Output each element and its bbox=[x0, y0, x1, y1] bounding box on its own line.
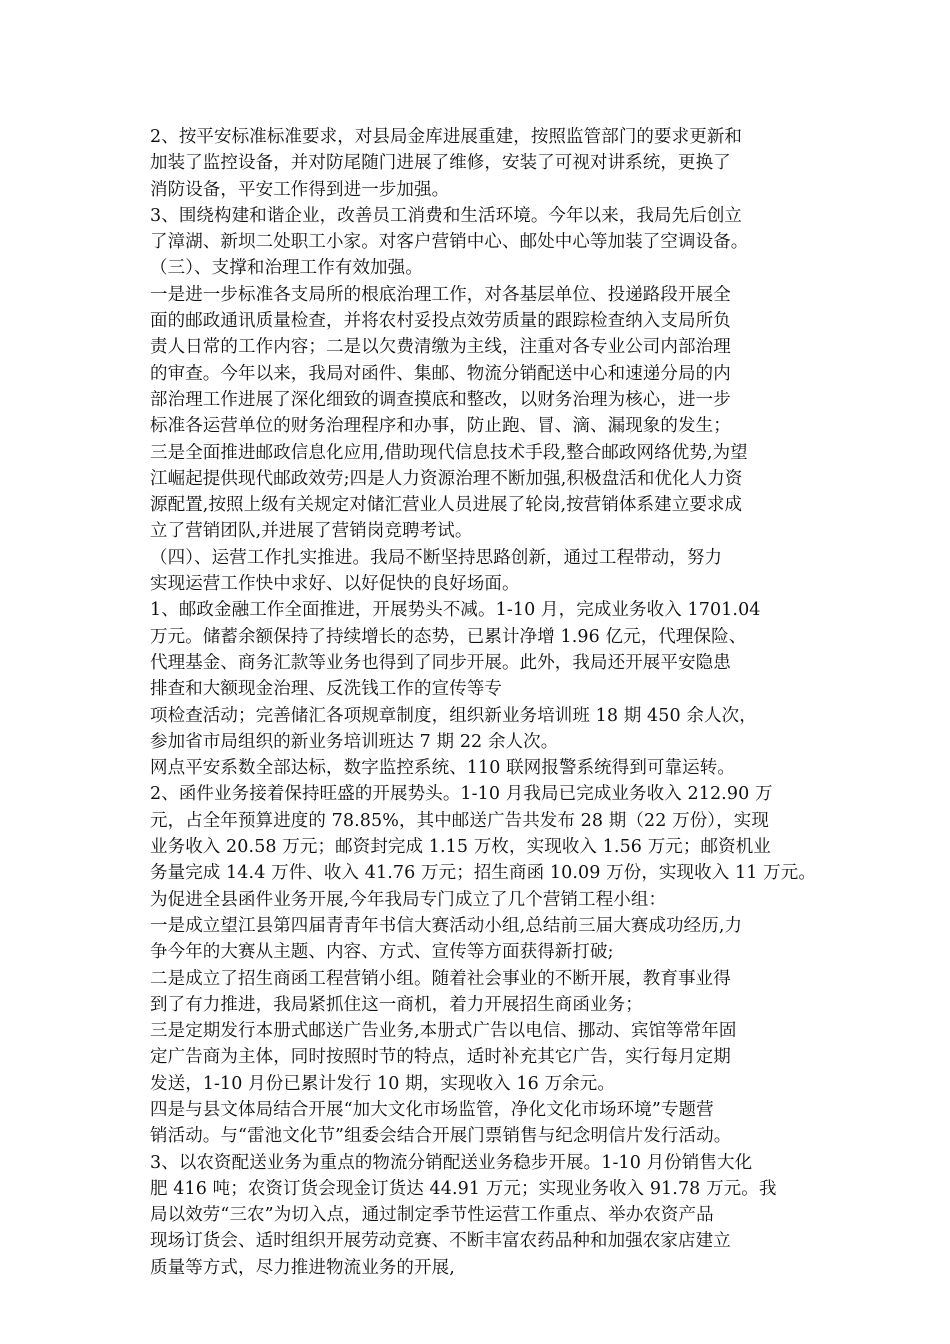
text-line: 局以效劳“三农”为切入点，通过制定季节性运营工作重点、举办农资产品 bbox=[150, 1205, 714, 1226]
text-line: 代理基金、商务汇款等业务也得到了同步开展。此外，我局还开展平安隐患 bbox=[150, 652, 731, 673]
text-line: 面的邮政通讯质量检查，并将农村妥投点效劳质量的跟踪检查纳入支局所负 bbox=[150, 311, 731, 332]
text-line: 立了营销团队,并进展了营销岗竞聘考试。 bbox=[150, 521, 473, 542]
text-line: 定广告商为主体，同时按照时节的特点，适时补充其它广告，实行每月定期 bbox=[150, 1047, 731, 1068]
text-line: 了漳湖、新坝二处职工小家。对客户营销中心、邮处中心等加装了空调设备。 bbox=[150, 232, 749, 253]
text-line: 肥 416 吨；农资订货会现金订货达 44.91 万元；实现业务收入 91.78 万元。我 bbox=[150, 1178, 777, 1199]
text-line: 现场订货会、适时组织开展劳动竞赛、不断丰富农药品种和加强农家店建立 bbox=[150, 1231, 731, 1252]
text-line: 二是成立了招生商函工程营销小组。随着社会事业的不断开展，教育事业得 bbox=[150, 968, 731, 989]
text-line: 2、按平安标准标准要求，对县局金库进展重建，按照监管部门的要求更新和 bbox=[150, 127, 743, 147]
text-line: 质量等方式，尽力推进物流业务的开展, bbox=[150, 1257, 455, 1278]
text-line: 责人日常的工作内容；二是以欠费清缴为主线，注重对各专业公司内部治理 bbox=[150, 337, 731, 358]
text-line: 3、以农资配送业务为重点的物流分销配送业务稳步开展。1-10 月份销售大化 bbox=[150, 1152, 753, 1173]
text-line: 销活动。与“雷池文化节”组委会结合开展门票销售与纪念明信片发行活动。 bbox=[150, 1126, 732, 1147]
text-line: 到了有力推进，我局紧抓住这一商机，着力开展招生商函业务； bbox=[150, 994, 643, 1015]
text-line: 三是全面推进邮政信息化应用,借助现代信息技术手段,整合邮政网络优势,为望 bbox=[150, 442, 748, 463]
text-line: 发送，1-10 月份已累计发行 10 期，实现收入 16 万余元。 bbox=[150, 1073, 615, 1094]
text-line: 实现运营工作快中求好、以好促快的良好场面。 bbox=[150, 574, 520, 595]
text-line: 源配置,按照上级有关规定对储汇营业人员进展了轮岗,按营销体系建立要求成 bbox=[150, 495, 743, 516]
text-line: 江崛起提供现代邮政效劳;四是人力资源治理不断加强,积极盘活和优化人力资 bbox=[150, 468, 743, 489]
text-line: 标准各运营单位的财务治理程序和办事，防止跑、冒、滴、漏现象的发生； bbox=[150, 416, 731, 437]
text-line: 网点平安系数全部达标，数字监控系统、110 联网报警系统得到可靠运转。 bbox=[150, 758, 735, 779]
text-line: 3、围绕构建和谐企业，改善员工消费和生活环境。今年以来，我局先后创立 bbox=[150, 205, 743, 226]
text-line: 一是进一步标准各支局所的根底治理工作，对各基层单位、投递路段开展全 bbox=[150, 284, 731, 305]
text-line: 消防设备，平安工作得到进一步加强。 bbox=[150, 179, 450, 200]
text-line: 加装了监控设备，并对防尾随门进展了维修，安装了可视对讲系统，更换了 bbox=[150, 153, 731, 174]
text-line: 项检查活动；完善储汇各项规章制度，组织新业务培训班 18 期 450 余人次， bbox=[150, 705, 757, 726]
text-line: 争今年的大赛从主题、内容、方式、宣传等方面获得新打破; bbox=[150, 942, 614, 963]
document-body bbox=[150, 124, 830, 1281]
text-line: 业务收入 20.58 万元；邮资封完成 1.15 万枚，实现收入 1.56 万元；邮资机业 bbox=[150, 837, 771, 858]
text-line: 万元。储蓄余额保持了持续增长的态势，已累计净增 1.96 亿元，代理保险、 bbox=[150, 626, 747, 647]
text-line: 排查和大额现金治理、反洗钱工作的宣传等专 bbox=[150, 679, 502, 700]
text-line: 三是定期发行本册式邮送广告业务,本册式广告以电信、挪动、宾馆等常年固 bbox=[150, 1021, 737, 1042]
text-line: 2、函件业务接着保持旺盛的开展势头。1-10 月我局已完成业务收入 212.90 万 bbox=[150, 784, 773, 805]
section-heading: （三）、支撑和治理工作有效加强。 bbox=[150, 258, 423, 279]
text-line: 务量完成 14.4 万件、收入 41.76 万元；招生商函 10.09 万份，实现收入 11 万元。 bbox=[150, 863, 816, 884]
text-line: 1、邮政金融工作全面推进，开展势头不减。1-10 月，完成业务收入 1701.04 bbox=[150, 600, 761, 621]
text-line: 参加省市局组织的新业务培训班达 7 期 22 余人次。 bbox=[150, 731, 559, 752]
text-line: 元，占全年预算进度的 78.85%，其中邮送广告共发布 28 期（22 万份），实现 bbox=[150, 810, 769, 831]
text-line: 四是与县文体局结合开展“加大文化市场监管，净化文化市场环境”专题营 bbox=[150, 1099, 714, 1120]
text-line: 部治理工作进展了深化细致的调查摸底和整改，以财务治理为核心，进一步 bbox=[150, 389, 731, 410]
section-heading: （四）、运营工作扎实推进。我局不断坚持思路创新，通过工程带动，努力 bbox=[150, 547, 723, 568]
text-line: 为促进全县函件业务开展,今年我局专门成立了几个营销工程小组： bbox=[150, 889, 667, 910]
text-line: 的审查。今年以来，我局对函件、集邮、物流分销配送中心和速递分局的内 bbox=[150, 363, 731, 384]
text-line: 一是成立望江县第四届青青年书信大赛活动小组,总结前三届大赛成功经历,力 bbox=[150, 915, 743, 936]
